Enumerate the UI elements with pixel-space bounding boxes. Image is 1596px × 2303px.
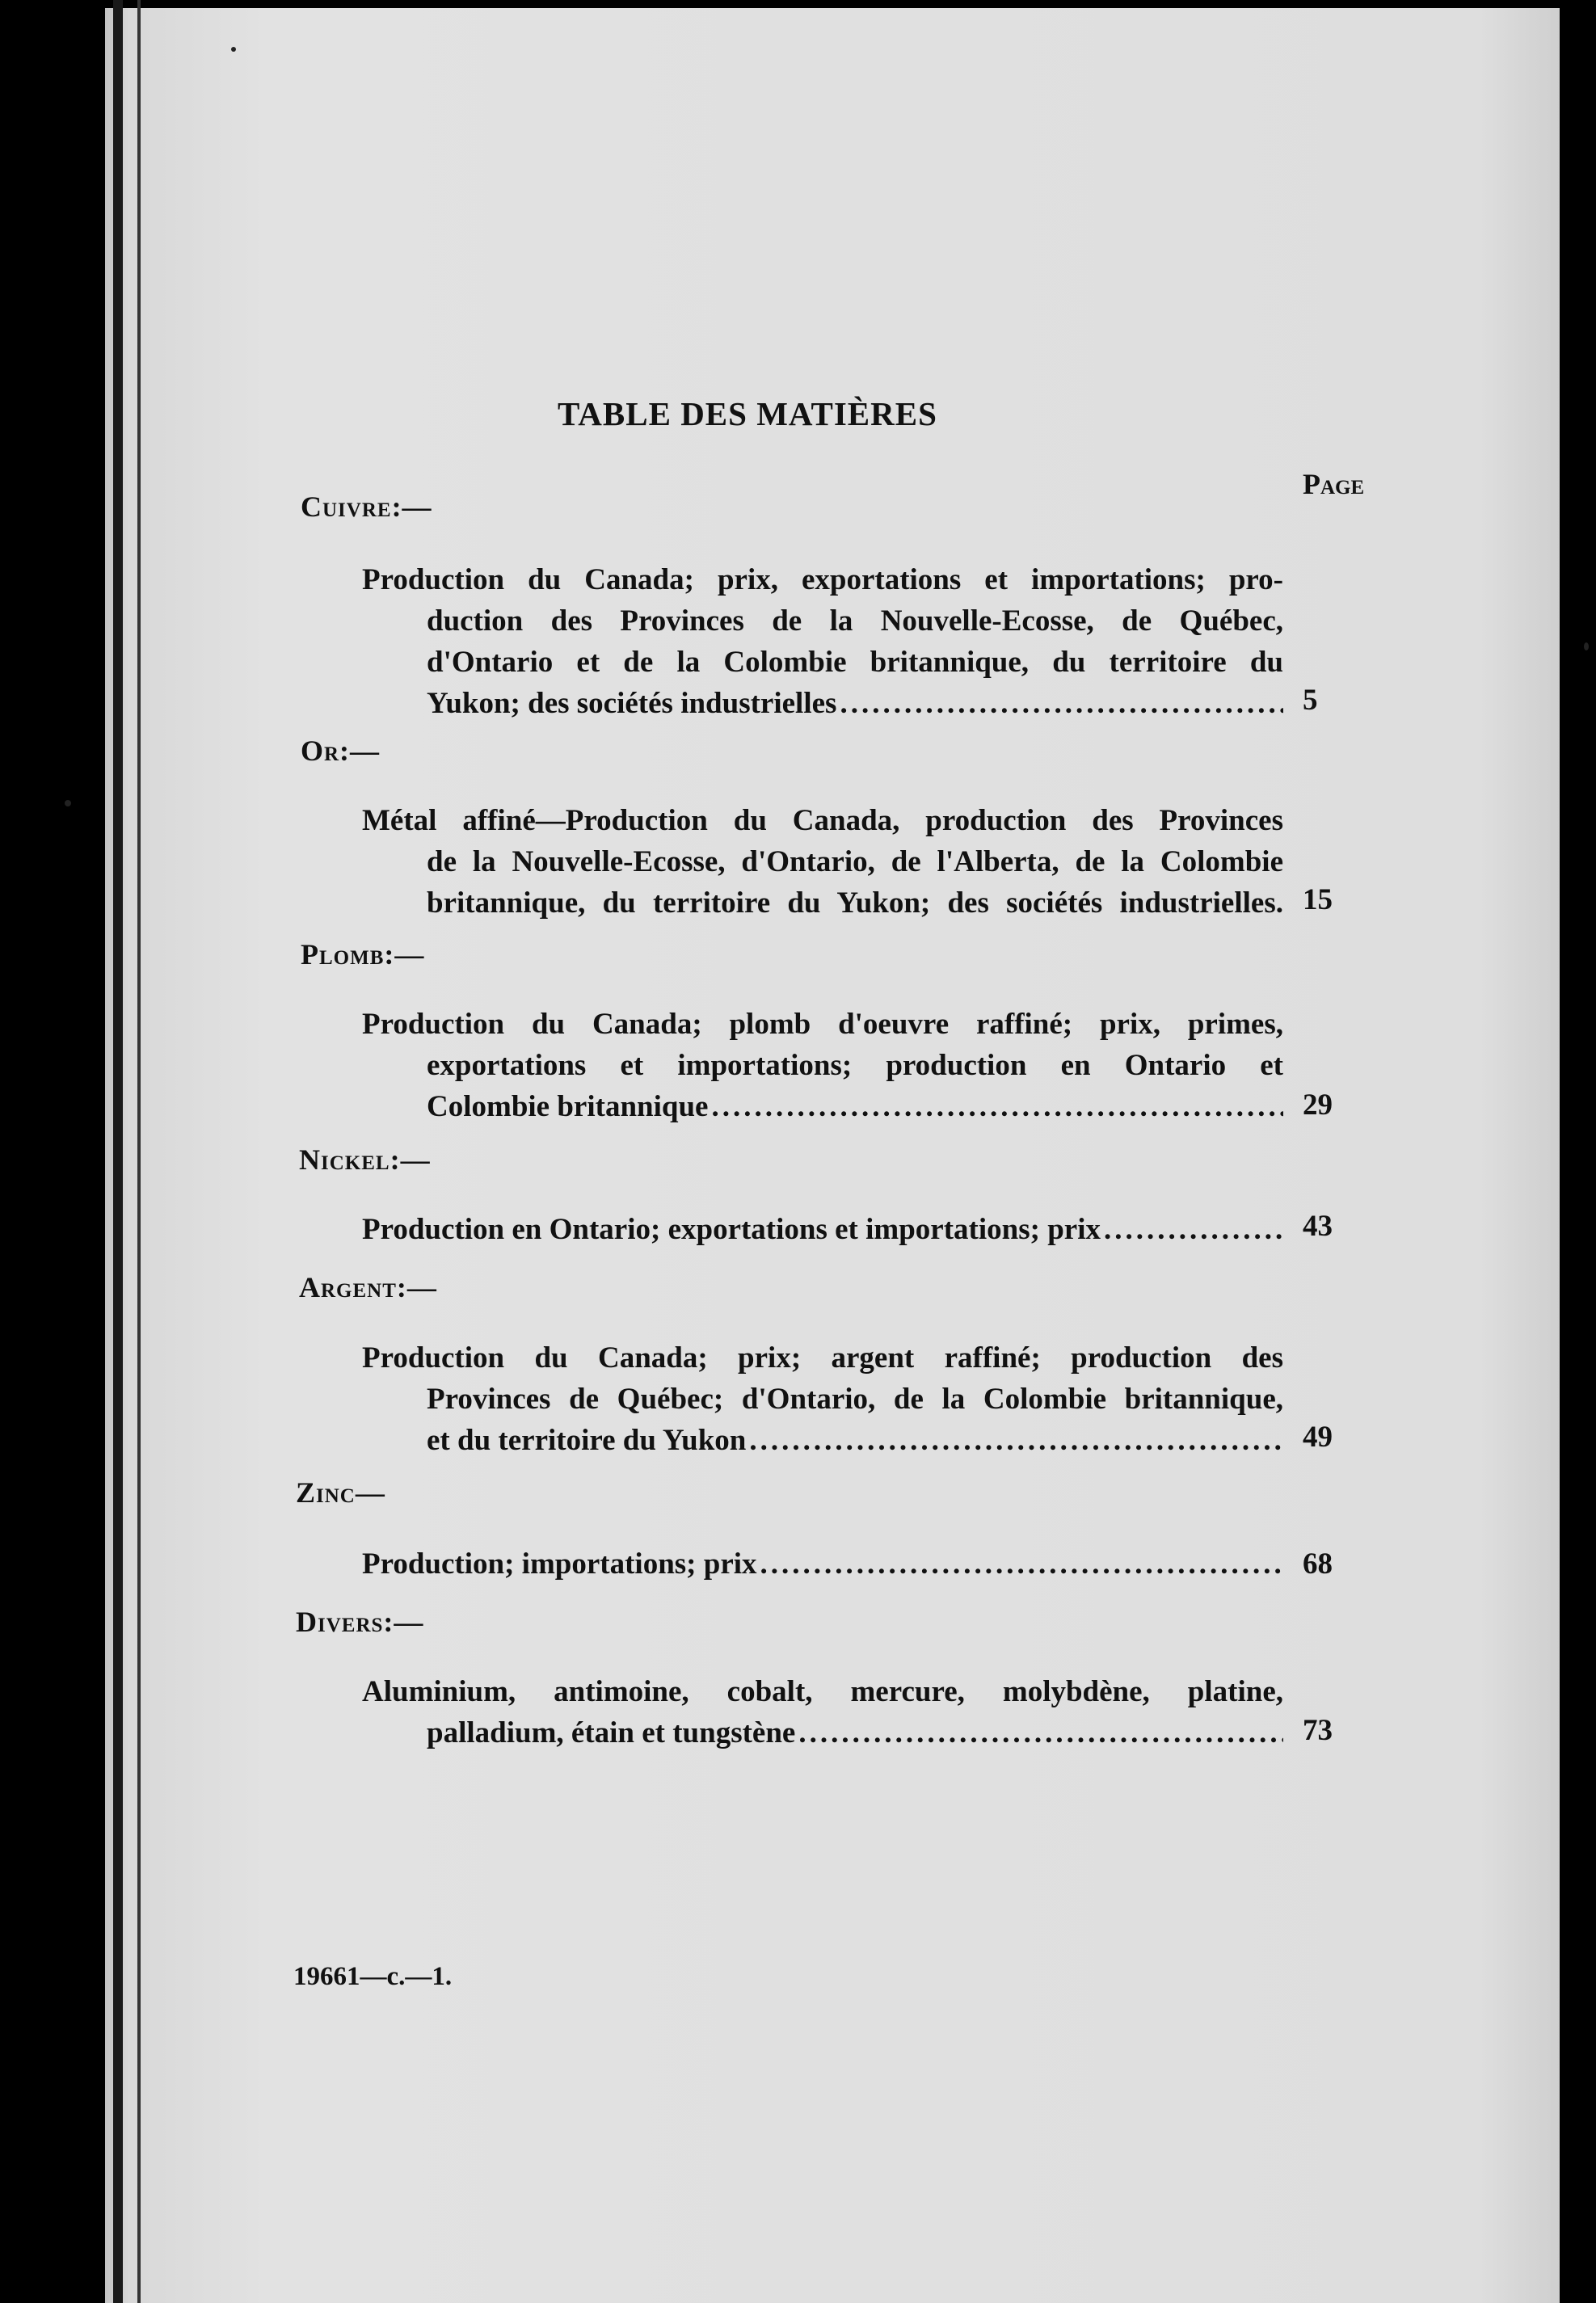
toc-entry-plomb bbox=[362, 1004, 1283, 1127]
section-heading-or: Or:— bbox=[301, 735, 381, 767]
entry-line-text: palladium, étain et tungstène bbox=[427, 1716, 796, 1749]
entry-line: Production du Canada; plomb d'oeuvre raffiné; prix, primes, bbox=[362, 1008, 1283, 1041]
entry-line: d'Ontario et de la Colombie britannique, du territoire du bbox=[427, 646, 1283, 679]
entry-line-last bbox=[362, 1209, 1283, 1250]
page-column-label: Page bbox=[1303, 468, 1365, 500]
entry-line: Aluminium, antimoine, cobalt, mercure, molybdène, platine, bbox=[362, 1675, 1283, 1708]
scan-speck bbox=[1584, 642, 1589, 650]
entry-line: duction des Provinces de la Nouvelle-Ecosse, de Québec, bbox=[427, 604, 1283, 638]
page-number-cuivre: 5 bbox=[1303, 684, 1318, 717]
section-heading-argent: Argent:— bbox=[299, 1271, 437, 1303]
entry-line: de la Nouvelle-Ecosse, d'Ontario, de l'Alberta, de la Colombie bbox=[427, 845, 1283, 878]
page-number-divers: 73 bbox=[1303, 1714, 1333, 1747]
entry-line-text: et du territoire du Yukon bbox=[427, 1424, 747, 1457]
page-number-nickel: 43 bbox=[1303, 1210, 1333, 1243]
section-heading-cuivre: Cuivre:— bbox=[301, 490, 432, 523]
entry-line-text: Production; importations; prix bbox=[362, 1547, 757, 1581]
page-number-argent: 49 bbox=[1303, 1421, 1333, 1454]
toc-entry-or bbox=[362, 800, 1283, 924]
dot-leader bbox=[749, 1420, 1283, 1461]
dot-leader bbox=[798, 1712, 1283, 1754]
entry-line: Production du Canada; prix; argent raffiné; production des bbox=[362, 1341, 1283, 1375]
entry-line: Production du Canada; prix, exportations et importations; pro- bbox=[362, 563, 1283, 596]
entry-line: britannique, du territoire du Yukon; des sociétés industrielles. bbox=[427, 886, 1283, 920]
toc-entry-zinc bbox=[362, 1543, 1283, 1585]
section-heading-nickel: Nickel:— bbox=[299, 1143, 431, 1176]
page-number-plomb: 29 bbox=[1303, 1088, 1333, 1122]
entry-line: exportations et importations; production en Ontario et bbox=[427, 1049, 1283, 1082]
toc-entry-divers bbox=[362, 1671, 1283, 1754]
entry-line-last bbox=[362, 1543, 1283, 1585]
page-number-or: 15 bbox=[1303, 883, 1333, 916]
toc-entry-cuivre bbox=[362, 559, 1283, 724]
binding-edge bbox=[113, 0, 123, 2303]
section-heading-plomb: Plomb:— bbox=[301, 938, 425, 970]
entry-line: Provinces de Québec; d'Ontario, de la Colombie britannique, bbox=[427, 1383, 1283, 1416]
entry-line-last bbox=[362, 683, 1283, 724]
dot-leader bbox=[840, 683, 1283, 724]
entry-line-last bbox=[362, 1086, 1283, 1127]
page-number-zinc: 68 bbox=[1303, 1547, 1333, 1581]
page-title: TABLE DES MATIÈRES bbox=[558, 395, 937, 432]
entry-line-text: Colombie britannique bbox=[427, 1090, 709, 1123]
scan-speck bbox=[231, 47, 236, 52]
entry-line-last bbox=[362, 1712, 1283, 1754]
section-heading-zinc: Zinc— bbox=[296, 1476, 385, 1509]
toc-entry-nickel bbox=[362, 1209, 1283, 1250]
entry-line-last bbox=[362, 1420, 1283, 1461]
section-heading-divers: Divers:— bbox=[296, 1606, 424, 1638]
binding-edge-inner bbox=[137, 0, 141, 2303]
dot-leader bbox=[760, 1543, 1283, 1585]
entry-line-text: Yukon; des sociétés industrielles bbox=[427, 687, 837, 720]
dot-leader bbox=[1104, 1209, 1283, 1250]
entry-line: Métal affiné—Production du Canada, production des Provinces bbox=[362, 804, 1283, 837]
dot-leader bbox=[711, 1086, 1283, 1127]
entry-line-text: Production en Ontario; exportations et importations; prix bbox=[362, 1213, 1101, 1246]
scan-speck bbox=[65, 800, 71, 806]
toc-entry-argent bbox=[362, 1337, 1283, 1461]
printer-code-footer: 19661—c.—1. bbox=[293, 1962, 453, 1991]
